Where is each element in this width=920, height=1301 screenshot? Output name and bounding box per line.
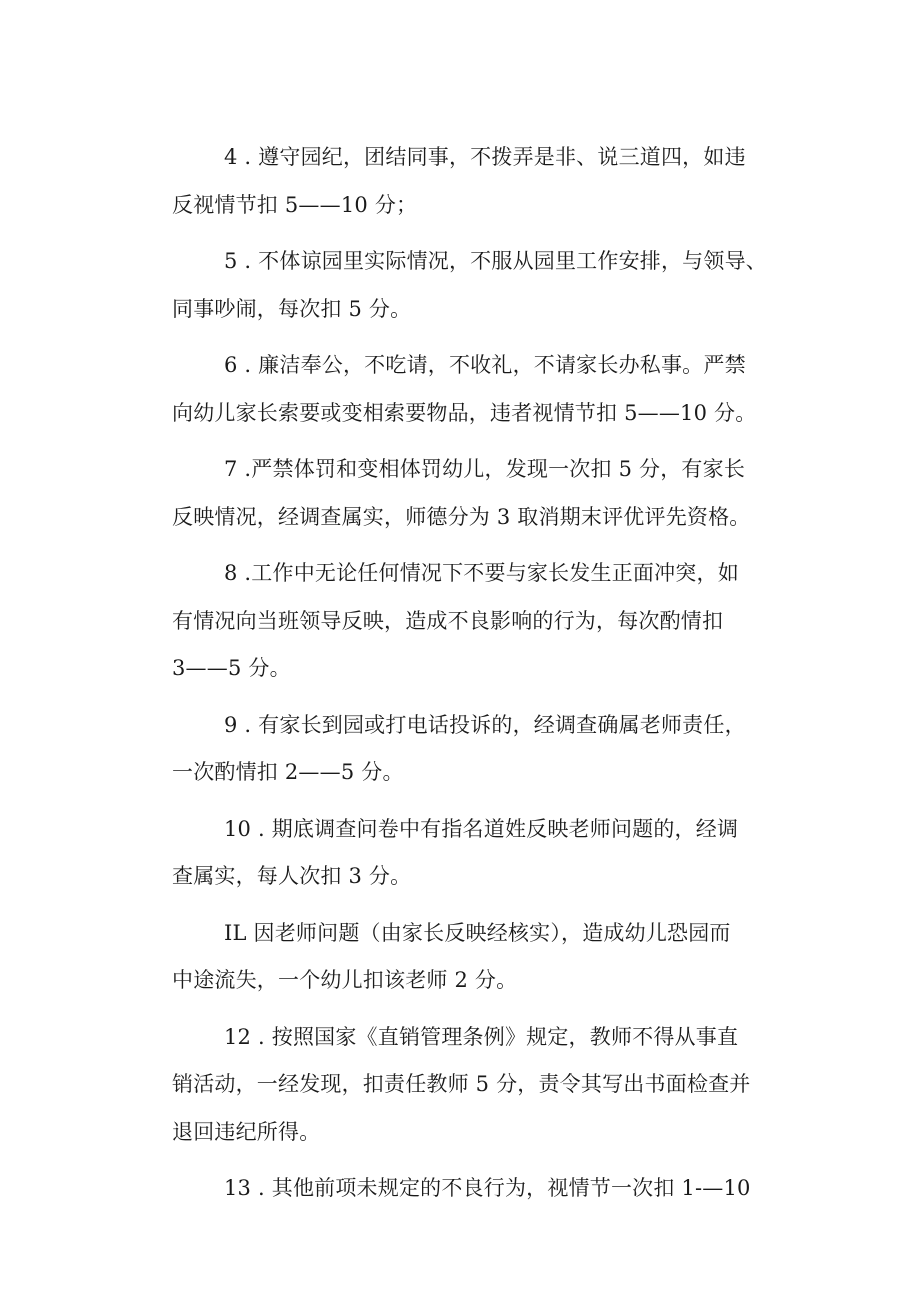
document-body [172,134,772,1213]
paragraph-item-7 [172,446,772,541]
paragraph-item-12 [172,1014,772,1157]
paragraph-line: IL 因老师问题（由家长反映经核实），造成幼儿恐园而 [224,920,731,945]
paragraph-line: 一次酌情扣 2——5 分。 [172,760,404,784]
paragraph-item-10 [172,806,772,901]
paragraph-line: 5 . 不体谅园里实际情况，不服从园里工作安排，与领导、 [224,249,767,273]
paragraph-item-6 [172,342,772,437]
paragraph-item-11 [172,910,772,1005]
paragraph-item-9 [172,702,772,797]
paragraph-line: 同事吵闹，每次扣 5 分。 [172,296,412,321]
paragraph-line: 销活动，一经发现，扣责任教师 5 分，责令其写出书面检查并 [172,1072,751,1096]
paragraph-line: 反视情节扣 5——10 分； [172,192,418,217]
paragraph-line: 4 . 遵守园纪，团结同事，不拨弄是非、说三道四，如违 [224,145,746,169]
paragraph-item-13 [172,1165,772,1213]
paragraph-line: 3——5 分。 [172,656,291,680]
paragraph-item-8 [172,550,772,693]
paragraph-item-4 [172,134,772,229]
paragraph-line: 中途流失，一个幼儿扣该老师 2 分。 [172,968,518,992]
paragraph-line: 向幼儿家长索要或变相索要物品，违者视情节扣 5——10 分。 [172,400,757,425]
paragraph-line: 10 . 期底调查问卷中有指名道姓反映老师问题的，经调 [224,816,739,841]
paragraph-line: 13 . 其他前项未规定的不良行为，视情节一次扣 1-—10 [224,1176,751,1200]
paragraph-line: 退回违纪所得。 [172,1119,321,1144]
paragraph-item-5 [172,238,772,333]
paragraph-line: 7 .严禁体罚和变相体罚幼儿，发现一次扣 5 分，有家长 [224,457,746,481]
paragraph-line: 6 . 廉洁奉公，不吃请，不收礼，不请家长办私事。严禁 [224,353,746,377]
paragraph-line: 12 . 按照国家《直销管理条例》规定，教师不得从事直 [224,1024,739,1049]
paragraph-line: 反映情况，经调查属实，师德分为 3 取消期末评优评先资格。 [172,504,751,529]
paragraph-line: 8 .工作中无论任何情况下不要与家长发生正面冲突，如 [224,561,739,585]
paragraph-line: 查属实，每人次扣 3 分。 [172,864,412,888]
paragraph-line: 9 . 有家长到园或打电话投诉的，经调查确属老师责任， [224,712,746,737]
paragraph-line: 有情况向当班领导反映，造成不良影响的行为，每次酌情扣 [172,608,724,633]
